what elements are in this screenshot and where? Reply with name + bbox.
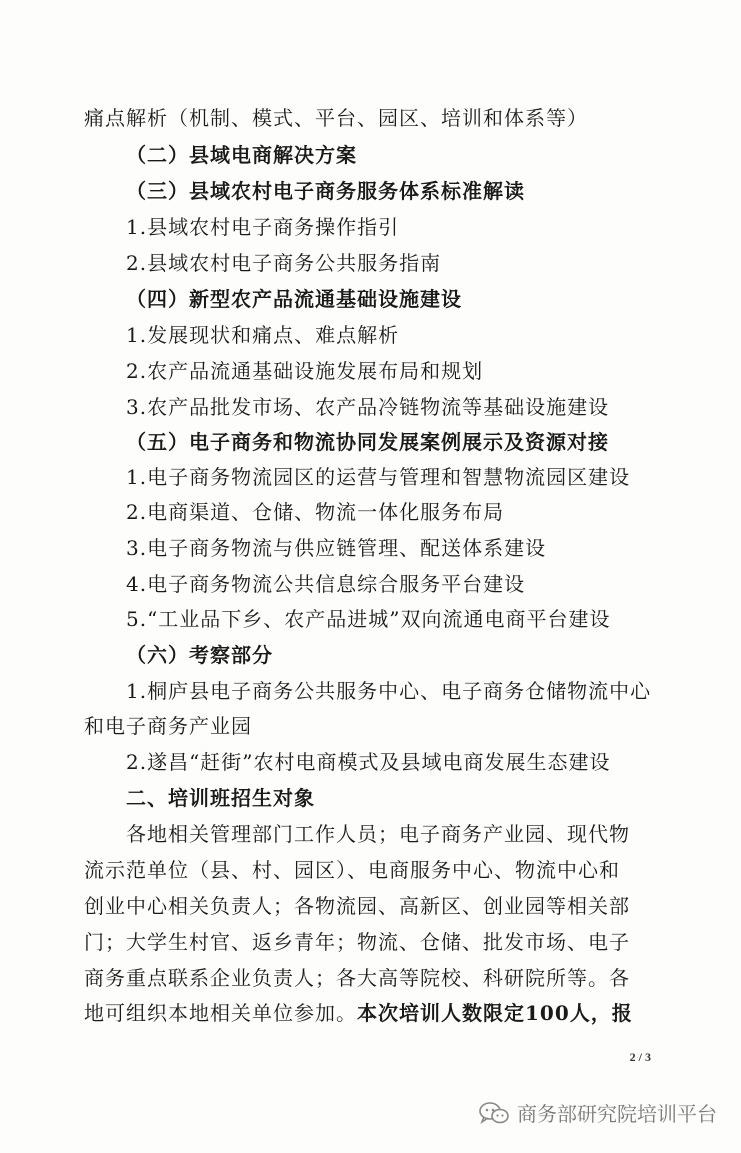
list-item: 2.农产品流通基础设施发展布局和规划 [126, 359, 484, 383]
list-item: 2.县域农村电子商务公共服务指南 [126, 251, 442, 275]
paragraph-line: 门；大学生村官、返乡青年；物流、仓储、批发市场、电子 [84, 930, 630, 954]
wechat-icon [479, 1101, 509, 1125]
section-heading: （四）新型农产品流通基础设施建设 [126, 287, 462, 311]
list-item: 2.电商渠道、仓储、物流一体化服务布局 [126, 500, 505, 524]
list-item: 3.农产品批发市场、农产品冷链物流等基础设施建设 [126, 395, 610, 419]
list-item: 1.发展现状和痛点、难点解析 [126, 323, 400, 347]
section-heading: （二）县域电商解决方案 [126, 143, 357, 167]
watermark [479, 1098, 717, 1127]
section-heading: （五）电子商务和物流协同发展案例展示及资源对接 [126, 430, 609, 454]
section-heading: 二、培训班招生对象 [126, 786, 315, 810]
text-line: 痛点解析（机制、模式、平台、园区、培训和体系等） [84, 106, 588, 130]
paragraph-line [84, 995, 657, 1031]
list-item: 5.“工业品下乡、农产品进城”双向流通电商平台建设 [126, 607, 611, 631]
watermark-text: 商务部研究院培训平台 [517, 1102, 717, 1126]
list-item: 1.桐庐县电子商务公共服务中心、电子商务仓储物流中心 [126, 679, 652, 703]
section-heading: （六）考察部分 [126, 643, 273, 667]
bold-text: 本次培训人数限定100人，报 [357, 1001, 633, 1025]
paragraph-line: 商务重点联系企业负责人；各大高等院校、科研院所等。各 [84, 966, 630, 990]
section-heading: （三）县域农村电子商务服务体系标准解读 [126, 179, 525, 203]
list-item: 1.县域农村电子商务操作指引 [126, 215, 400, 239]
paragraph-line: 创业中心相关负责人；各物流园、高新区、创业园等相关部 [84, 894, 630, 918]
page-number: 2 / 3 [629, 1050, 651, 1064]
text-line: 和电子商务产业园 [84, 714, 252, 738]
list-item: 2.遂昌“赶街”农村电商模式及县域电商发展生态建设 [126, 750, 611, 774]
paragraph-text: 地可组织本地相关单位参加。 [84, 1001, 357, 1025]
list-item: 4.电子商务物流公共信息综合服务平台建设 [126, 572, 526, 596]
paragraph-line: 各地相关管理部门工作人员；电子商务产业园、现代物 [126, 822, 630, 846]
list-item: 3.电子商务物流与供应链管理、配送体系建设 [126, 536, 547, 560]
list-item: 1.电子商务物流园区的运营与管理和智慧物流园区建设 [126, 465, 631, 489]
paragraph-line: 流示范单位（县、村、园区）、电商服务中心、物流中心和 [84, 858, 620, 882]
